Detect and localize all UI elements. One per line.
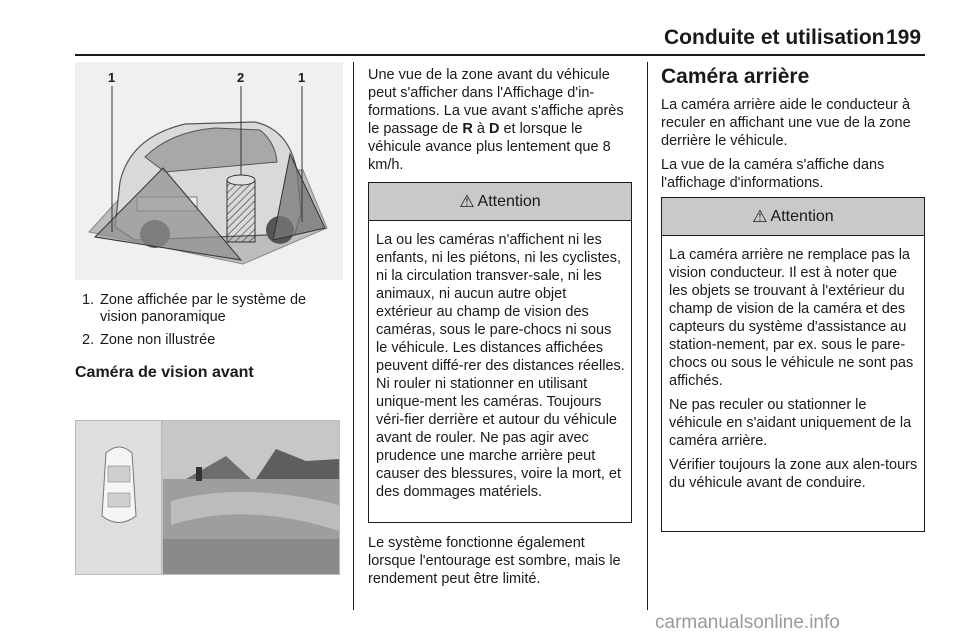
callout-1-right: 1 — [298, 70, 306, 85]
warning-header — [662, 198, 924, 236]
warning-text: Ne pas reculer ou stationner le véhicule en s'aidant uniquement de la caméra arrière. — [669, 397, 912, 449]
chapter-title: Conduite et utilisation — [664, 26, 885, 49]
page-header — [0, 0, 960, 60]
caption-number: 1. — [82, 292, 95, 308]
figure-caption-list — [82, 292, 344, 355]
rear-camera-description — [661, 96, 927, 192]
warning-text: Vérifier toujours la zone aux alen-tours du véhicule avant de conduire. — [669, 457, 918, 491]
text-run: et lorsque le véhicule avance plus lentement que 8 km/h. — [368, 121, 611, 173]
warning-title: Attention — [477, 192, 541, 210]
callout-2: 2 — [237, 70, 245, 85]
warning-body — [662, 236, 924, 500]
caption-text: Zone affichée par le système de vision panoramique — [100, 292, 307, 325]
warning-triangle-icon: ⚠ — [459, 191, 475, 211]
warning-box-rear-camera — [661, 197, 925, 532]
warning-title: Attention — [770, 207, 834, 225]
warning-box-front-camera — [368, 182, 632, 523]
warning-body — [369, 221, 631, 509]
warning-text: La ou les caméras n'affichent ni les enfants, ni les piétons, ni les cyclistes, ni la circulation transver-sale, ni les animaux, ni aucun autre objet extérieur au champ de vision des caméras, sous le pare-chocs ni sous le véhicule. Les distances affichées peuvent diffé-rer des distances réelles. Ni rouler ni stationner en utilisant unique-ment les caméras. Toujours véri-fier derrière et autour du véhicule avant de rouler. Ne pas agir avec prudence une marche arrière peut causer des blessures, voire la mort, et des dommages matériels. — [376, 232, 625, 500]
header-rule — [75, 54, 925, 56]
paragraph — [368, 66, 634, 174]
callout-1-left: 1 — [108, 70, 116, 85]
caption-item — [82, 292, 344, 326]
column-divider-1 — [353, 62, 354, 610]
car-zones-illustration — [75, 62, 343, 280]
column-divider-2 — [647, 62, 648, 610]
camera-display-illustration — [76, 421, 339, 574]
warning-triangle-icon: ⚠ — [752, 206, 768, 226]
gear-r: R — [462, 121, 473, 137]
page-number: 199 — [886, 26, 922, 49]
front-camera-note — [368, 534, 636, 588]
figure-front-camera-display — [75, 420, 340, 575]
text-run: Une vue de la zone avant du véhicule peut s'afficher dans l'Affichage d'in-formations. La vue avant s'affiche après le passage de — [368, 67, 624, 137]
paragraph: La vue de la caméra s'affiche dans l'affichage d'informations. — [661, 157, 885, 191]
warning-header — [369, 183, 631, 221]
caption-text: Zone non illustrée — [100, 332, 216, 348]
section-heading-front-camera: Caméra de vision avant — [75, 364, 254, 381]
text-run: à — [472, 121, 489, 137]
warning-text: La caméra arrière ne remplace pas la vision conducteur. Il est à noter que les objets se trouvant à l'extérieur du champ de vision de la caméra et des capteurs du système d'assistance au station-nement, par ex. sous le pare-chocs ou sous le véhicule ne sont pas affichés. — [669, 247, 914, 389]
front-camera-description — [368, 66, 634, 174]
paragraph: Le système fonctionne également lorsque l'entourage est sombre, mais le rendement peut être limité. — [368, 535, 621, 587]
watermark-text: carmanualsonline.info — [655, 612, 840, 633]
caption-item — [82, 332, 344, 349]
gear-d: D — [488, 121, 500, 137]
paragraph: La caméra arrière aide le conducteur à reculer en affichant une vue de la zone derrière le véhicule. — [661, 97, 911, 149]
section-heading-rear-camera: Caméra arrière — [661, 65, 810, 88]
figure-surround-view-zones — [75, 62, 343, 280]
caption-number: 2. — [82, 332, 95, 348]
